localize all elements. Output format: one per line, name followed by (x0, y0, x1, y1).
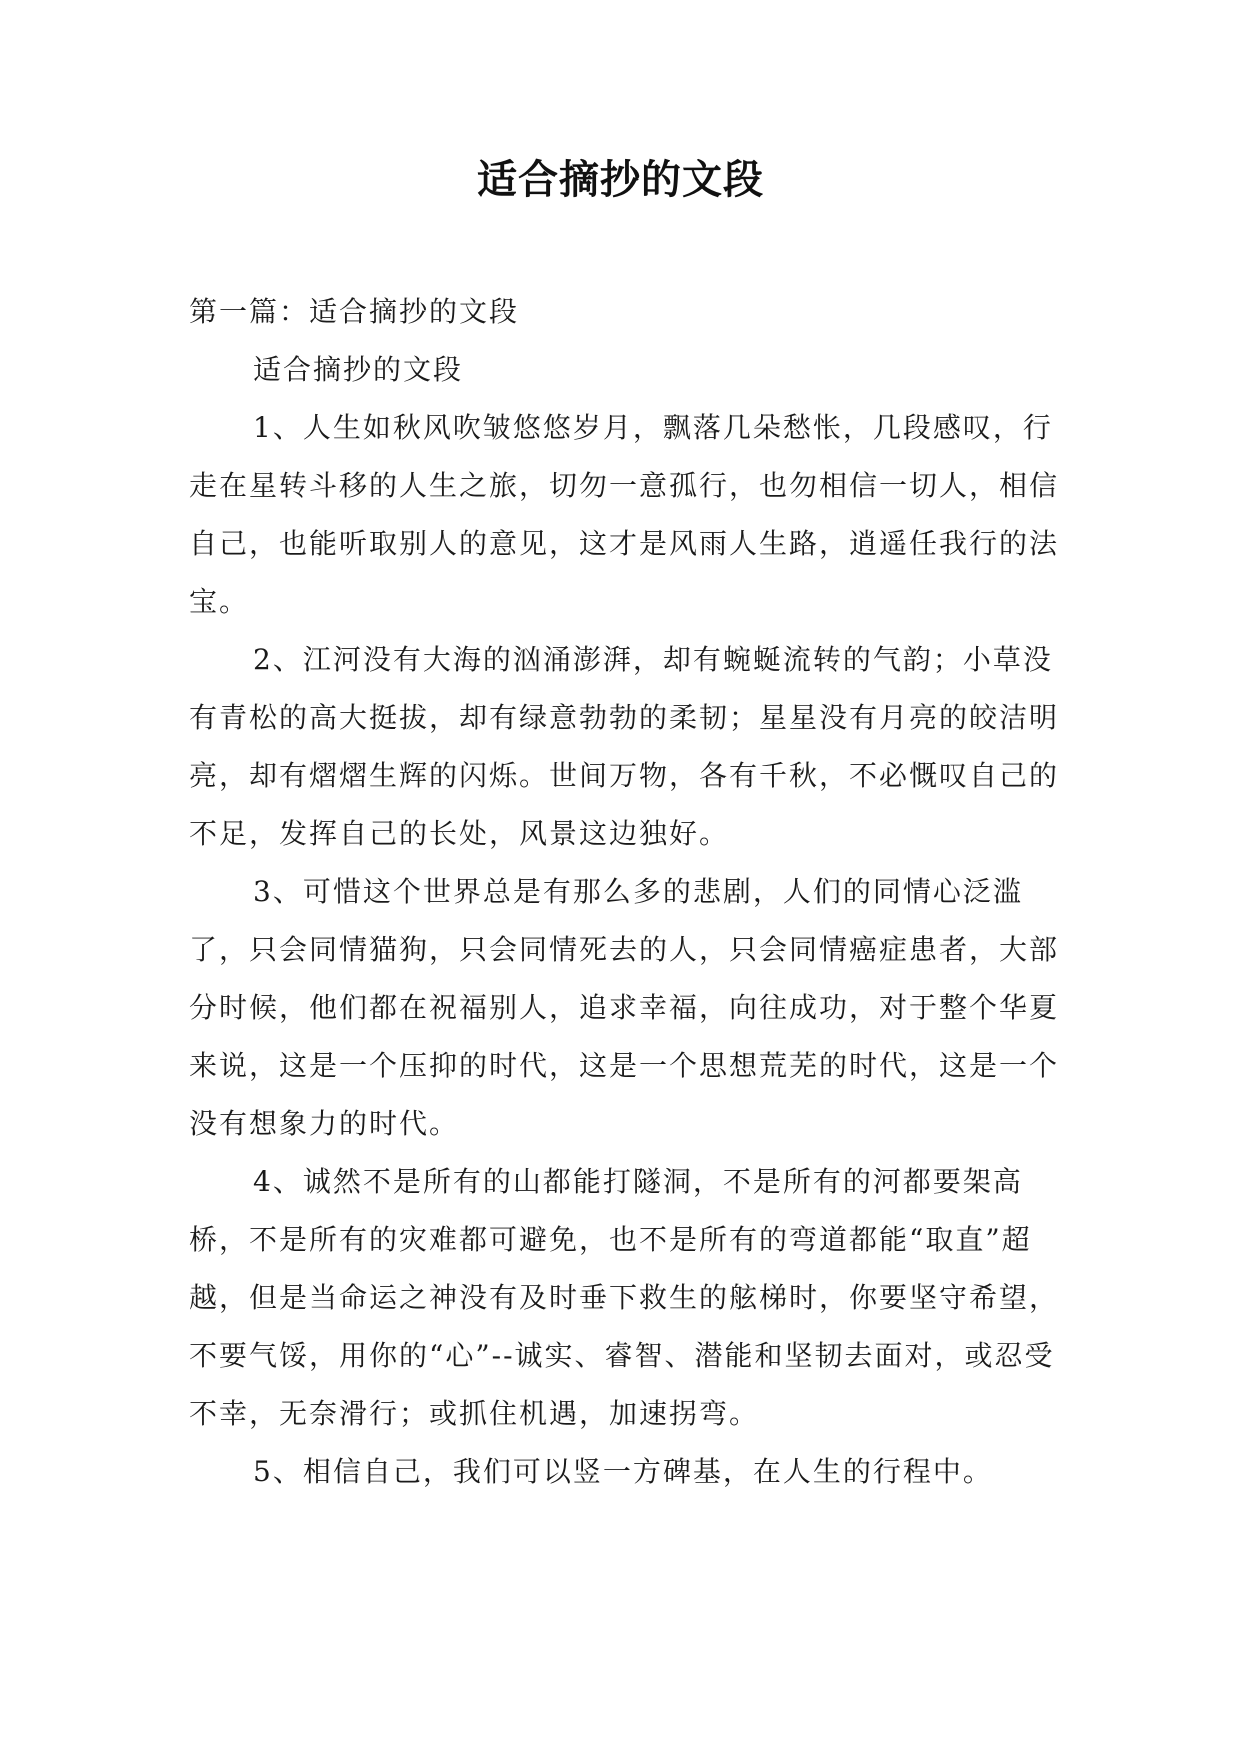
paragraph: 2、江河没有大海的汹涌澎湃，却有蜿蜒流转的气韵；小草没有青松的高大挺拔，却有绿意勃勃的柔韧；星星没有月亮的皎洁明亮，却有熠熠生辉的闪烁。世间万物，各有千秋，不必慨叹自己的不足，发挥自己的长处，风景这边独好。 (189, 643, 1060, 850)
section-subtitle: 适合摘抄的文段 (253, 353, 464, 386)
paragraph: 1、人生如秋风吹皱悠悠岁月，飘落几朵愁怅，几段感叹，行走在星转斗移的人生之旅，切勿一意孤行，也勿相信一切人，相信自己，也能听取别人的意见，这才是风雨人生路，逍遥任我行的法宝。 (189, 411, 1060, 618)
paragraph: 3、可惜这个世界总是有那么多的悲剧，人们的同情心泛滥了，只会同情猫狗，只会同情死去的人，只会同情癌症患者，大部分时候，他们都在祝福别人，追求幸福，向往成功，对于整个华夏来说，这是一个压抑的时代，这是一个思想荒芜的时代，这是一个没有想象力的时代。 (189, 875, 1060, 1140)
document-title: 适合摘抄的文段 (477, 157, 764, 203)
section-heading: 第一篇：适合摘抄的文段 (189, 295, 520, 328)
paragraph: 5、相信自己，我们可以竖一方碑基，在人生的行程中。 (253, 1455, 993, 1488)
document-body (189, 283, 1069, 1501)
paragraph: 4、诚然不是所有的山都能打隧洞，不是所有的河都要架高桥，不是所有的灾难都可避免，也不是所有的弯道都能“取直”超越，但是当命运之神没有及时垂下救生的舷梯时，你要坚守希望，不要气馁，用你的“心”--诚实、睿智、潜能和坚韧去面对，或忍受不幸，无奈滑行；或抓住机遇，加速拐弯。 (189, 1165, 1060, 1430)
